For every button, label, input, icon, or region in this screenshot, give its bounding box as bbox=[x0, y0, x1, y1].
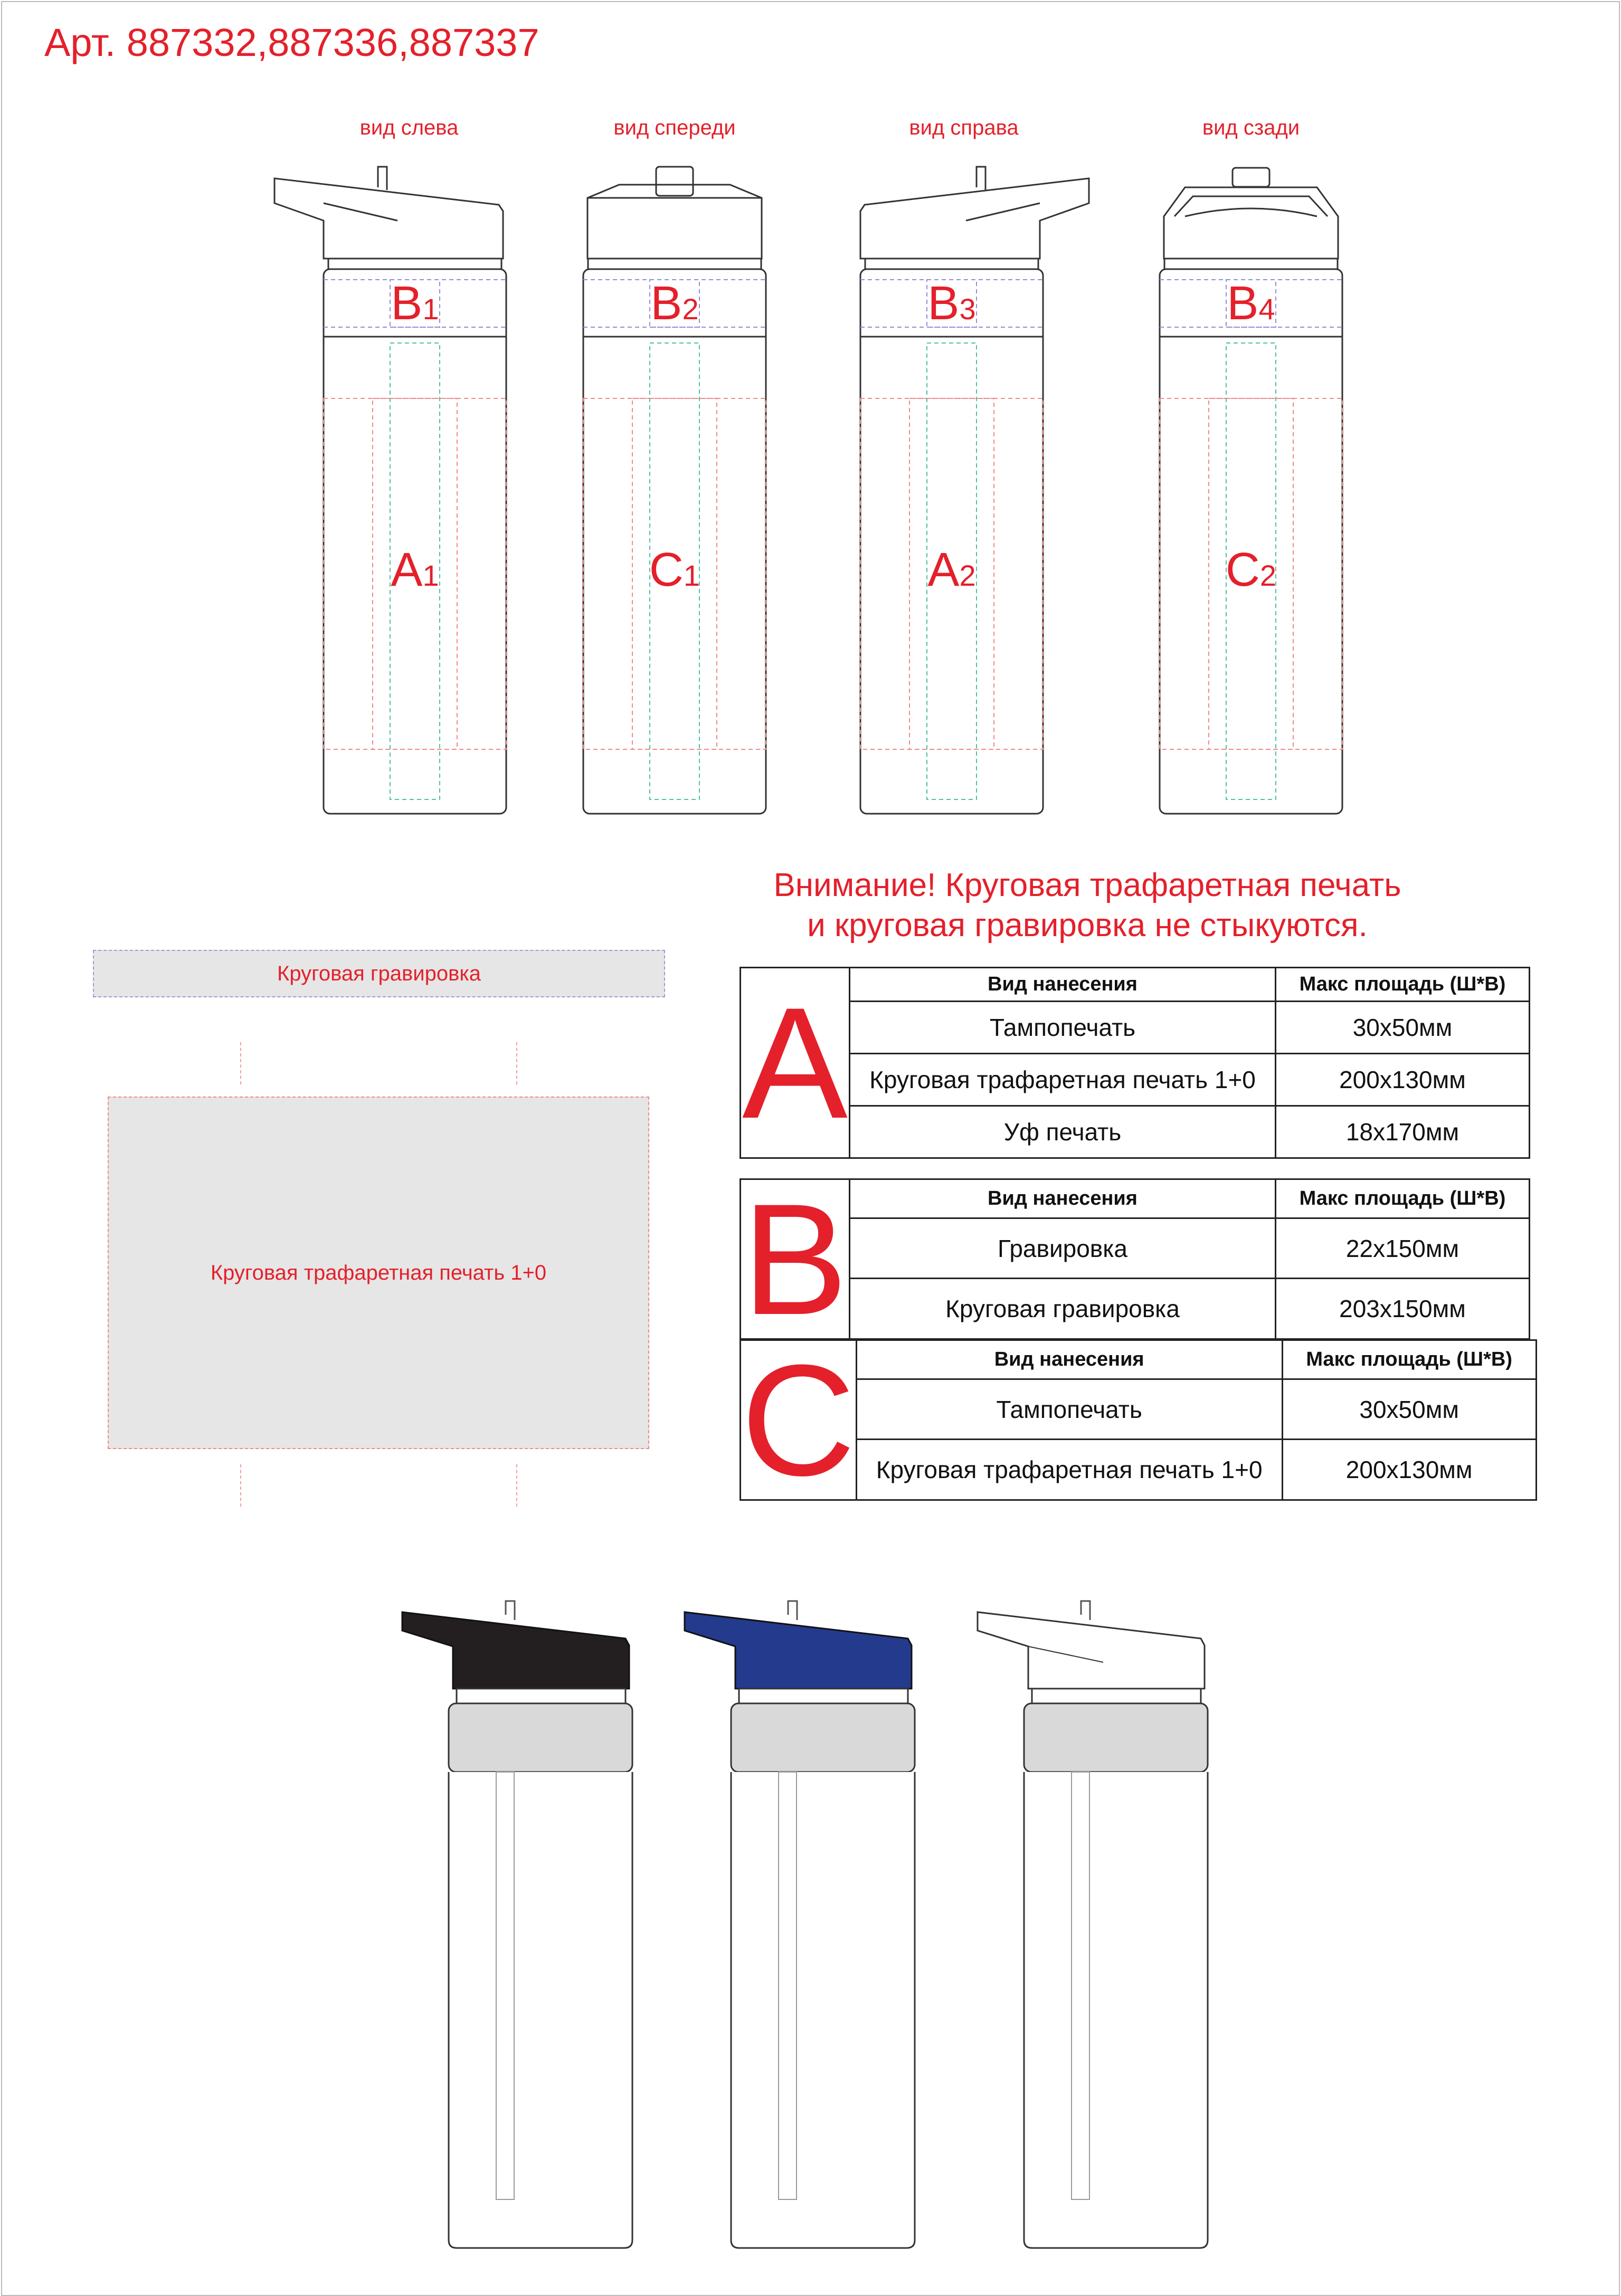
method-cell: Круговая гравировка bbox=[850, 1279, 1276, 1339]
zone-letter-c: C bbox=[741, 1331, 856, 1509]
guide-line bbox=[240, 1042, 241, 1084]
engraving-area-label: Круговая гравировка bbox=[277, 961, 481, 985]
size-cell: 200x130мм bbox=[1276, 1054, 1530, 1106]
size-cell: 203x150мм bbox=[1276, 1279, 1530, 1339]
guide-line bbox=[240, 1464, 241, 1507]
zone-label-a1: A1 bbox=[391, 544, 439, 596]
spec-table-a bbox=[740, 967, 1530, 1159]
screen-print-area-label: Круговая трафаретная печать 1+0 bbox=[210, 1261, 547, 1284]
bottle-black bbox=[402, 1601, 632, 2248]
header-method: Вид нанесения bbox=[850, 1179, 1276, 1218]
view-label-back: вид сзади bbox=[1202, 116, 1300, 139]
guide-line bbox=[516, 1464, 517, 1507]
warning-note bbox=[691, 865, 1483, 945]
bottle-white bbox=[978, 1601, 1208, 2248]
zone-label-b3: B3 bbox=[927, 277, 976, 330]
zone-letter-a: A bbox=[741, 968, 850, 1158]
method-cell: Уф печать bbox=[850, 1106, 1276, 1158]
page-title: Арт. 887332,887336,887337 bbox=[44, 21, 539, 64]
bottle-blue bbox=[685, 1601, 915, 2248]
method-cell: Тампопечать bbox=[850, 1002, 1276, 1054]
warning-line-1: Внимание! Круговая трафаретная печать bbox=[773, 867, 1401, 903]
size-cell: 22x150мм bbox=[1276, 1218, 1530, 1279]
method-cell: Круговая трафаретная печать 1+0 bbox=[856, 1440, 1282, 1500]
zone-letter-b: B bbox=[741, 1179, 850, 1339]
bottle-view-left bbox=[274, 167, 506, 814]
bottle-view-front bbox=[583, 167, 766, 814]
size-cell: 200x130мм bbox=[1282, 1440, 1536, 1500]
spec-table-c bbox=[740, 1331, 1537, 1509]
zone-label-b4: B4 bbox=[1227, 277, 1275, 330]
view-label-front: вид спереди bbox=[613, 116, 736, 139]
zone-label-c2: C2 bbox=[1225, 544, 1277, 596]
zone-label-b1: B1 bbox=[391, 277, 439, 330]
guide-line bbox=[516, 1042, 517, 1084]
engraving-area bbox=[93, 950, 665, 997]
zone-label-b2: B2 bbox=[650, 277, 699, 330]
header-max-area: Макс площадь (Ш*В) bbox=[1276, 968, 1530, 1002]
bottle-view-back bbox=[1160, 168, 1342, 814]
size-cell: 30x50мм bbox=[1276, 1002, 1530, 1054]
bottle-view-right bbox=[860, 167, 1089, 814]
zone-label-a2: A2 bbox=[927, 544, 976, 596]
method-cell: Круговая трафаретная печать 1+0 bbox=[850, 1054, 1276, 1106]
method-cell: Гравировка bbox=[850, 1218, 1276, 1279]
view-label-right: вид справа bbox=[909, 116, 1019, 139]
method-cell: Тампопечать bbox=[856, 1379, 1282, 1440]
size-cell: 18x170мм bbox=[1276, 1106, 1530, 1158]
screen-print-area bbox=[108, 1097, 649, 1449]
warning-line-2: и круговая гравировка не стыкуются. bbox=[807, 907, 1368, 944]
spec-table-b bbox=[740, 1170, 1530, 1348]
size-cell: 30x50мм bbox=[1282, 1379, 1536, 1440]
header-method: Вид нанесения bbox=[856, 1340, 1282, 1379]
header-method: Вид нанесения bbox=[850, 968, 1276, 1002]
zone-label-c1: C1 bbox=[649, 544, 700, 596]
view-label-left: вид слева bbox=[359, 116, 459, 139]
header-max-area: Макс площадь (Ш*В) bbox=[1282, 1340, 1536, 1379]
header-max-area: Макс площадь (Ш*В) bbox=[1276, 1179, 1530, 1218]
